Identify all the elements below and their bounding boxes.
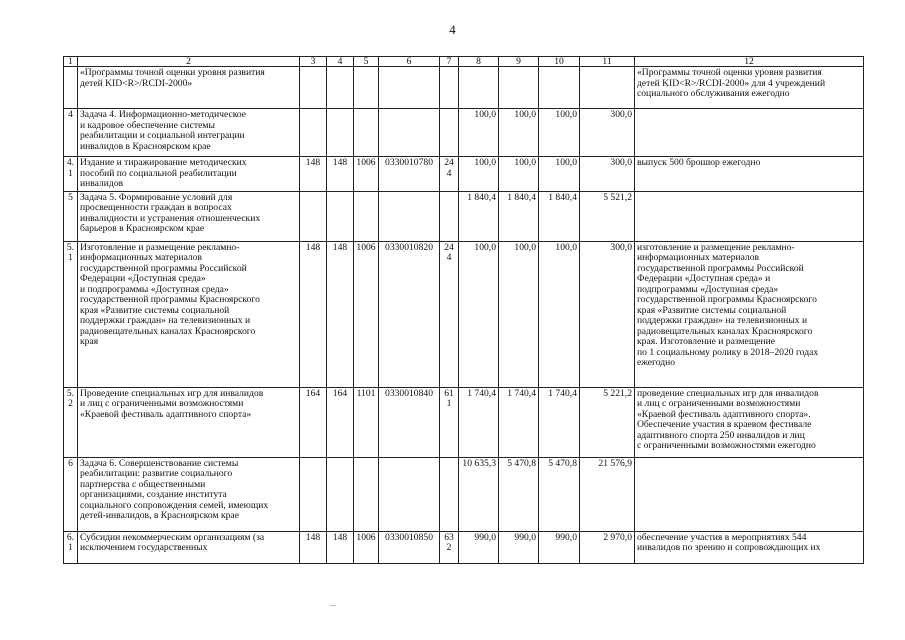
cell-col3: [300, 67, 327, 109]
row-name: «Программы точной оценки уровня развития детей KID<R>/RCDI-2000»: [78, 67, 300, 109]
cell-col4: 164: [327, 387, 354, 457]
cell-col10: 100,0: [539, 157, 580, 192]
cell-col5: [354, 457, 379, 531]
table-row: [64, 191, 864, 241]
cell-col5: [354, 67, 379, 109]
cell-col7: 632: [440, 531, 459, 563]
cell-col10: 1 840,4: [539, 191, 580, 241]
page-number: 4: [449, 22, 456, 37]
row-result: [635, 109, 864, 157]
header-cell: 10: [539, 57, 580, 67]
header-cell: 12: [635, 57, 864, 67]
cell-col8: 100,0: [459, 109, 499, 157]
row-number: 4.1: [64, 157, 78, 192]
row-name: Задача 5. Формирование условий для просвещенности граждан в вопросах инвалидности и устранения отношенческих барьеров в Красноярском крае: [78, 191, 300, 241]
cell-col5: [354, 109, 379, 157]
cell-col11: 5 521,2: [580, 191, 635, 241]
header-cell: 6: [379, 57, 440, 67]
cell-col8: [459, 67, 499, 109]
row-result: обеспечение участия в мероприятиях 544 инвалидов по зрению и сопровождающих их: [635, 531, 864, 563]
row-name: Задача 4. Информационно-методическое и кадровое обеспечение системы реабилитации и социальной интеграции инвалидов в Красноярском крае: [78, 109, 300, 157]
row-result: выпуск 500 брошюр ежегодно: [635, 157, 864, 192]
cell-col6: [379, 457, 440, 531]
cell-col8: 100,0: [459, 241, 499, 387]
row-name: Задача 6. Совершенствование системы реабилитации: развитие социального партнерства с общественными организациями, создание института социального сопровождения семей, имеющих детей-инвалидов, в Красноярском крае: [78, 457, 300, 531]
cell-col8: 1 840,4: [459, 191, 499, 241]
row-result: [635, 191, 864, 241]
cell-col3: 164: [300, 387, 327, 457]
cell-col3: 148: [300, 157, 327, 192]
header-cell: 1: [64, 57, 78, 67]
cell-col4: 148: [327, 241, 354, 387]
cell-col11: 21 576,9: [580, 457, 635, 531]
cell-col6: [379, 191, 440, 241]
cell-col6: 0330010840: [379, 387, 440, 457]
cell-col6: [379, 67, 440, 109]
row-result: [635, 457, 864, 531]
cell-col3: [300, 191, 327, 241]
cell-col6: 0330010820: [379, 241, 440, 387]
cell-col9: 1 740,4: [499, 387, 539, 457]
cell-col11: 300,0: [580, 241, 635, 387]
cell-col10: 100,0: [539, 109, 580, 157]
cell-col9: 990,0: [499, 531, 539, 563]
cell-col6: [379, 109, 440, 157]
cell-col3: 148: [300, 241, 327, 387]
row-result: изготовление и размещение рекламно- информационных материалов государственной программы Российской Федерации «Доступная среда» и подпрограммы «Доступная среда» государственной программы Красноярского края «Развитие системы социальной поддержки граждан» на телевизионных и радиовещательных каналах Красноярского края. Изготовление и размещение по 1 социальному ролику в 2018–2020 годах ежегодно: [635, 241, 864, 387]
row-number: 6: [64, 457, 78, 531]
cell-col4: [327, 191, 354, 241]
header-cell: 8: [459, 57, 499, 67]
cell-col9: 100,0: [499, 109, 539, 157]
cell-col10: 5 470,8: [539, 457, 580, 531]
row-result: «Программы точной оценки уровня развития детей KID<R>/RCDI-2000» для 4 учреждений социального обслуживания ежегодно: [635, 67, 864, 109]
cell-col8: 990,0: [459, 531, 499, 563]
cell-col4: [327, 457, 354, 531]
cell-col5: 1006: [354, 531, 379, 563]
row-number: 5.1: [64, 241, 78, 387]
row-result: проведение специальных игр для инвалидов и лиц с ограниченными возможностями «Краевой фестиваль адаптивного спорта». Обеспечение участия в краевом фестивале адаптивного спорта 250 инвалидов и лиц с ограниченными возможностями ежегодно: [635, 387, 864, 457]
cell-col9: 1 840,4: [499, 191, 539, 241]
row-number: 5: [64, 191, 78, 241]
cell-col3: 148: [300, 531, 327, 563]
table-row: [64, 67, 864, 109]
row-name: Проведение специальных игр для инвалидов и лиц с ограниченными возможностями «Краевой фестиваль адаптивного спорта»: [78, 387, 300, 457]
header-cell: 4: [327, 57, 354, 67]
cell-col11: 300,0: [580, 157, 635, 192]
header-row: [64, 57, 864, 67]
cell-col10: 990,0: [539, 531, 580, 563]
cell-col10: 1 740,4: [539, 387, 580, 457]
cell-col5: [354, 191, 379, 241]
cell-col7: [440, 457, 459, 531]
cell-col8: 100,0: [459, 157, 499, 192]
table-row: [64, 157, 864, 192]
cell-col5: 1006: [354, 241, 379, 387]
cell-col9: [499, 67, 539, 109]
table-row: [64, 241, 864, 387]
cell-col7: 244: [440, 157, 459, 192]
cell-col8: 10 635,3: [459, 457, 499, 531]
table-row: [64, 531, 864, 563]
cell-col5: 1101: [354, 387, 379, 457]
header-cell: 5: [354, 57, 379, 67]
cell-col5: 1006: [354, 157, 379, 192]
table-row: [64, 387, 864, 457]
header-cell: 2: [78, 57, 300, 67]
cell-col8: 1 740,4: [459, 387, 499, 457]
cell-col6: 0330010850: [379, 531, 440, 563]
cell-col7: [440, 109, 459, 157]
table-row: [64, 109, 864, 157]
cell-col11: 300,0: [580, 109, 635, 157]
cell-col10: [539, 67, 580, 109]
cell-col7: [440, 191, 459, 241]
cell-col9: 100,0: [499, 241, 539, 387]
cell-col9: 100,0: [499, 157, 539, 192]
row-name: Изготовление и размещение рекламно- информационных материалов государственной программы Российской Федерации «Доступная среда» и подпрограммы «Доступная среда» государственной программы Красноярского края «Развитие системы социальной поддержки граждан» на телевизионных и радиовещательных каналах Красноярского края: [78, 241, 300, 387]
table-row: [64, 457, 864, 531]
cell-col4: 148: [327, 531, 354, 563]
cell-col10: 100,0: [539, 241, 580, 387]
cell-col9: 5 470,8: [499, 457, 539, 531]
row-name: Субсидии некоммерческим организациям (за исключением государственных: [78, 531, 300, 563]
header-cell: 3: [300, 57, 327, 67]
cell-col4: [327, 67, 354, 109]
scan-mark: [330, 605, 336, 606]
cell-col11: 5 221,2: [580, 387, 635, 457]
cell-col7: 611: [440, 387, 459, 457]
row-number: 6.1: [64, 531, 78, 563]
row-number: 4: [64, 109, 78, 157]
row-number: [64, 67, 78, 109]
cell-col3: [300, 109, 327, 157]
cell-col7: 244: [440, 241, 459, 387]
header-cell: 11: [580, 57, 635, 67]
row-name: Издание и тиражирование методических пособий по социальной реабилитации инвалидов: [78, 157, 300, 192]
cell-col4: [327, 109, 354, 157]
header-cell: 7: [440, 57, 459, 67]
header-cell: 9: [499, 57, 539, 67]
cell-col11: [580, 67, 635, 109]
cell-col11: 2 970,0: [580, 531, 635, 563]
cell-col7: [440, 67, 459, 109]
cell-col6: 0330010780: [379, 157, 440, 192]
row-number: 5.2: [64, 387, 78, 457]
program-table: [63, 56, 864, 564]
cell-col4: 148: [327, 157, 354, 192]
cell-col3: [300, 457, 327, 531]
